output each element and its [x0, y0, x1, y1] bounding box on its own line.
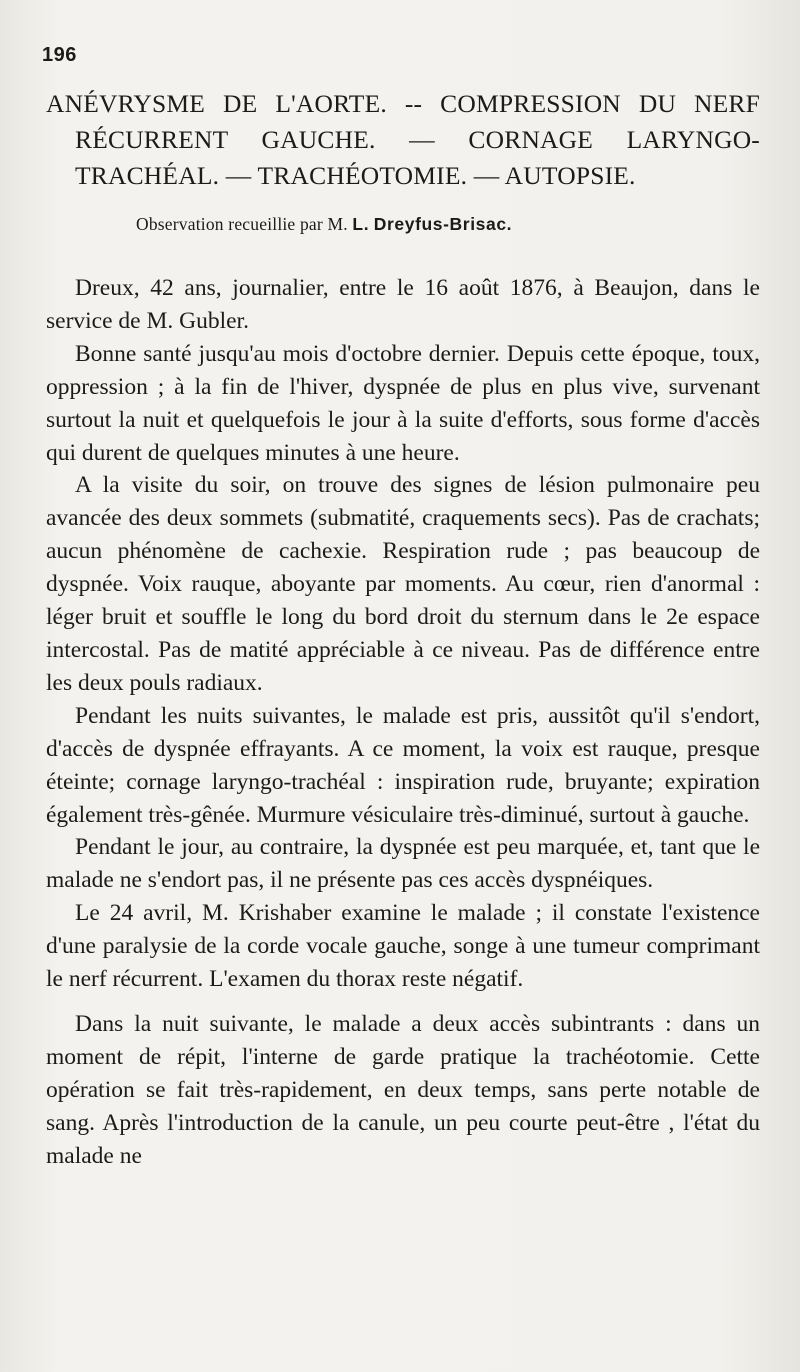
article-title [46, 86, 760, 194]
title-line-1: ANÉVRYSME DE L'AORTE. -- COMPRESSION DU NERF [46, 89, 760, 118]
page-number: 196 [42, 44, 77, 66]
byline-initial: L. [352, 214, 370, 234]
paragraph-4: Pendant les nuits suivantes, le malade est pris, aussitôt qu'il s'endort, d'accès de dyspnée effrayants. A ce moment, la voix est rauque, presque éteinte; cornage laryngo-trachéal : inspiration rude, bruyante; expiration également très-gênée. Murmure vésiculaire très-diminué, surtout à gauche. [46, 702, 760, 828]
paragraph-2: Bonne santé jusqu'au mois d'octobre dernier. Depuis cette époque, toux, oppression ; à la fin de l'hiver, dyspnée de plus en plus vive, survenant surtout la nuit et quelquefois le jour à la suite d'efforts, sous forme d'accès qui durent de quelques minutes à une heure. [46, 340, 760, 466]
paragraph-6: Le 24 avril, M. Krishaber examine le malade ; il constate l'existence d'une paralysie de la corde vocale gauche, songe à une tumeur comprimant le nerf récurrent. L'examen du thorax reste négatif. [46, 900, 760, 993]
paragraph-3: A la visite du soir, on trouve des signes de lésion pulmonaire peu avancée des deux sommets (submatité, craquements secs). Pas de crachats; aucun phénomène de cachexie. Respiration rude ; pas beaucoup de dyspnée. Voix rauque, aboyante par moments. Au cœur, rien d'anormal : léger bruit et souffle le long du bord droit du sternum dans le 2e espace intercostal. Pas de matité appréciable à ce niveau. Pas de différence entre les deux pouls radiaux. [46, 472, 760, 696]
byline [136, 214, 512, 235]
title-line-3: TRACHÉAL. — TRACHÉOTOMIE. — AUTOPSIE. [75, 161, 636, 190]
paragraph-1: Dreux, 42 ans, journalier, entre le 16 août 1876, à Beaujon, dans le service de M. Gubler. [46, 275, 760, 334]
byline-prefix: Observation recueillie par M. [136, 214, 353, 234]
paragraph-7: Dans la nuit suivante, le malade a deux accès subintrants : dans un moment de répit, l'interne de garde pratique la trachéotomie. Cette opération se fait très-rapidement, en deux temps, sans perte notable de sang. Après l'introduction de la canule, un peu courte peut-être , l'état du malade ne [46, 1010, 760, 1169]
title-line-2: RÉCURRENT GAUCHE. — CORNAGE LARYNGO- [75, 125, 760, 154]
body-text [46, 272, 760, 1172]
byline-author: Dreyfus-Brisac. [373, 214, 513, 234]
paragraph-5: Pendant le jour, au contraire, la dyspnée est peu marquée, et, tant que le malade ne s'endort pas, il ne présente pas ces accès dyspnéiques. [46, 834, 760, 894]
